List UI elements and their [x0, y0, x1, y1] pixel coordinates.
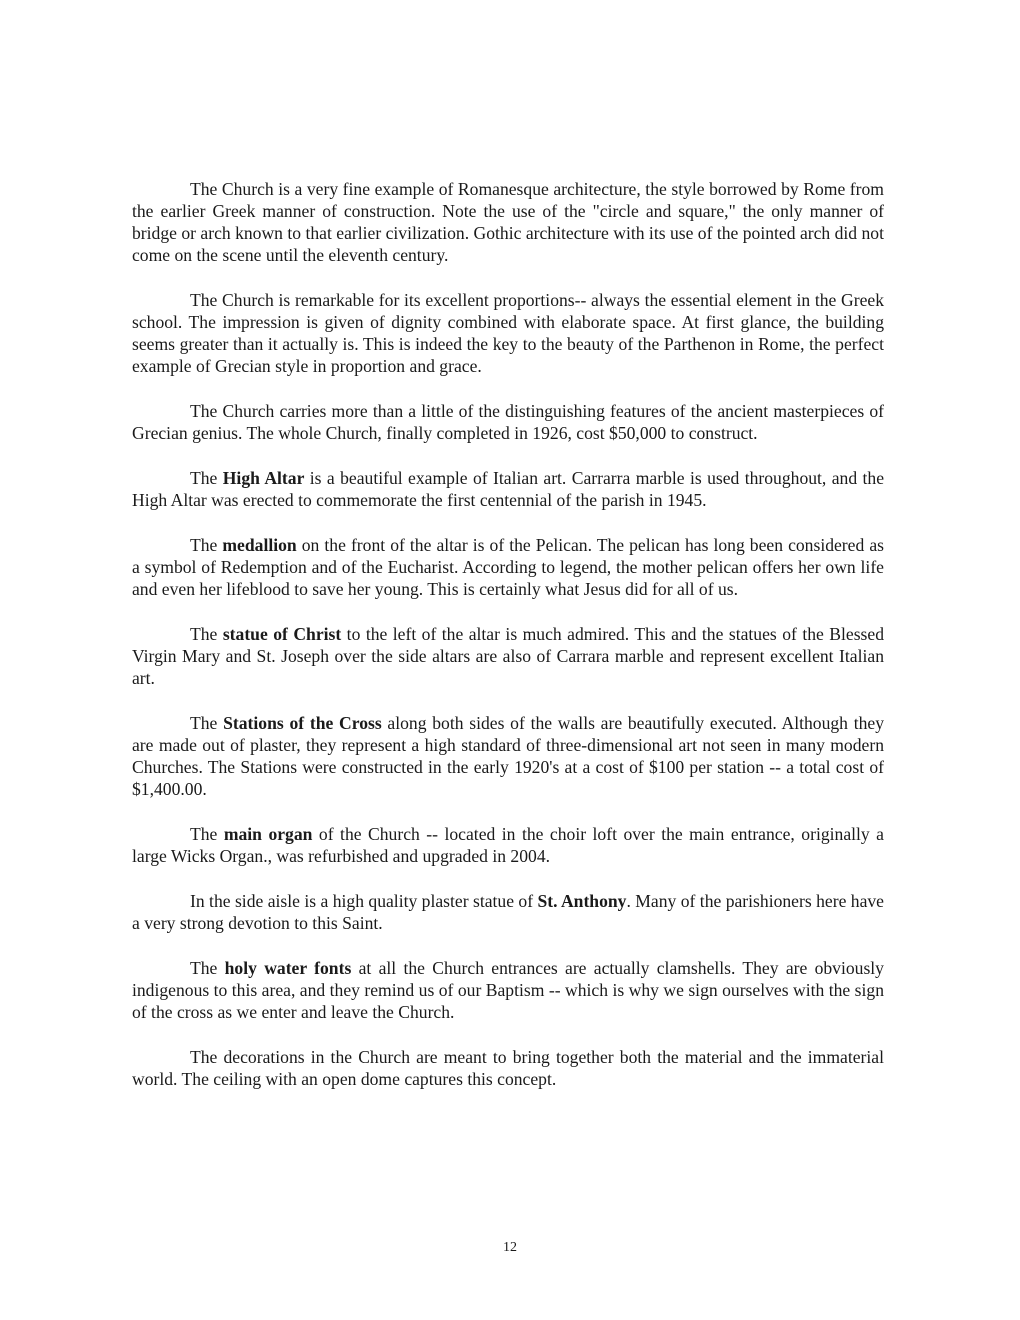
paragraph-text: The Church is a very fine example of Romanesque architecture, the style borrowed by Rome from the earlier Greek manner of construction. Note the use of the "circle and square," the only manner of bridge or arch known to that earlier civilization. Gothic architecture with its use of the pointed arch did not come on the scene until the eleventh century.	[132, 179, 884, 265]
paragraph-text: is a beautiful example of Italian art. Carrarra marble is used throughout, and the High Altar was erected to commemorate the first centennial of the parish in 1945.	[132, 468, 884, 510]
page-number: 12	[503, 1240, 517, 1255]
paragraph	[132, 400, 884, 444]
paragraph-text: The	[190, 958, 225, 978]
bold-term: High Altar	[222, 468, 305, 488]
bold-term: holy water fonts	[224, 958, 352, 978]
paragraph-text: The	[190, 824, 224, 844]
paragraph	[132, 178, 884, 266]
document-body	[132, 178, 884, 1113]
bold-term: medallion	[222, 535, 297, 555]
paragraph-text: The	[190, 535, 223, 555]
paragraph-text: The	[190, 713, 224, 733]
paragraph-text: The decorations in the Church are meant to bring together both the material and the immaterial world. The ceiling with an open dome captures this concept.	[132, 1047, 884, 1089]
paragraph-text: of the Church -- located in the choir loft over the main entrance, originally a large Wicks Organ., was refurbished and upgraded in 2004.	[132, 824, 884, 866]
paragraph	[132, 823, 884, 867]
bold-term: main organ	[223, 824, 313, 844]
paragraph	[132, 957, 884, 1023]
paragraph-text: In the side aisle is a high quality plaster statue of	[190, 891, 538, 911]
paragraph	[132, 623, 884, 689]
paragraph-text: at all the Church entrances are actually clamshells. They are obviously indigenous to this area, and they remind us of our Baptism -- which is why we sign ourselves with the sign of the cross as we enter and leave the Church.	[132, 958, 884, 1022]
paragraph	[132, 1046, 884, 1090]
paragraph-text: The	[190, 468, 223, 488]
bold-term: Stations of the Cross	[223, 713, 382, 733]
paragraph	[132, 712, 884, 800]
paragraph	[132, 890, 884, 934]
paragraph-text: on the front of the altar is of the Pelican. The pelican has long been considered as a symbol of Redemption and of the Eucharist. According to legend, the mother pelican offers her own life and even her lifeblood to save her young. This is certainly what Jesus did for all of us.	[132, 535, 884, 599]
paragraph-text: The Church carries more than a little of the distinguishing features of the ancient masterpieces of Grecian genius. The whole Church, finally completed in 1926, cost $50,000 to construct.	[132, 401, 884, 443]
paragraph-text: along both sides of the walls are beautifully executed. Although they are made out of plaster, they represent a high standard of three-dimensional art not seen in many modern Churches. The Stations were constructed in the early 1920's at a cost of $100 per station -- a total cost of $1,400.00.	[132, 713, 884, 799]
bold-term: St. Anthony	[537, 891, 627, 911]
paragraph-text: to the left of the altar is much admired. This and the statues of the Blessed Virgin Mary and St. Joseph over the side altars are also of Carrara marble and represent excellent Italian art.	[132, 624, 884, 688]
bold-term: statue of Christ	[222, 624, 342, 644]
paragraph-text: . Many of the parishioners here have a very strong devotion to this Saint.	[132, 891, 884, 933]
paragraph-text: The Church is remarkable for its excellent proportions-- always the essential element in the Greek school. The impression is given of dignity combined with elaborate space. At first glance, the building seems greater than it actually is. This is indeed the key to the beauty of the Parthenon in Rome, the perfect example of Grecian style in proportion and grace.	[132, 290, 884, 376]
paragraph	[132, 289, 884, 377]
paragraph	[132, 534, 884, 600]
paragraph	[132, 467, 884, 511]
paragraph-text: The	[190, 624, 223, 644]
